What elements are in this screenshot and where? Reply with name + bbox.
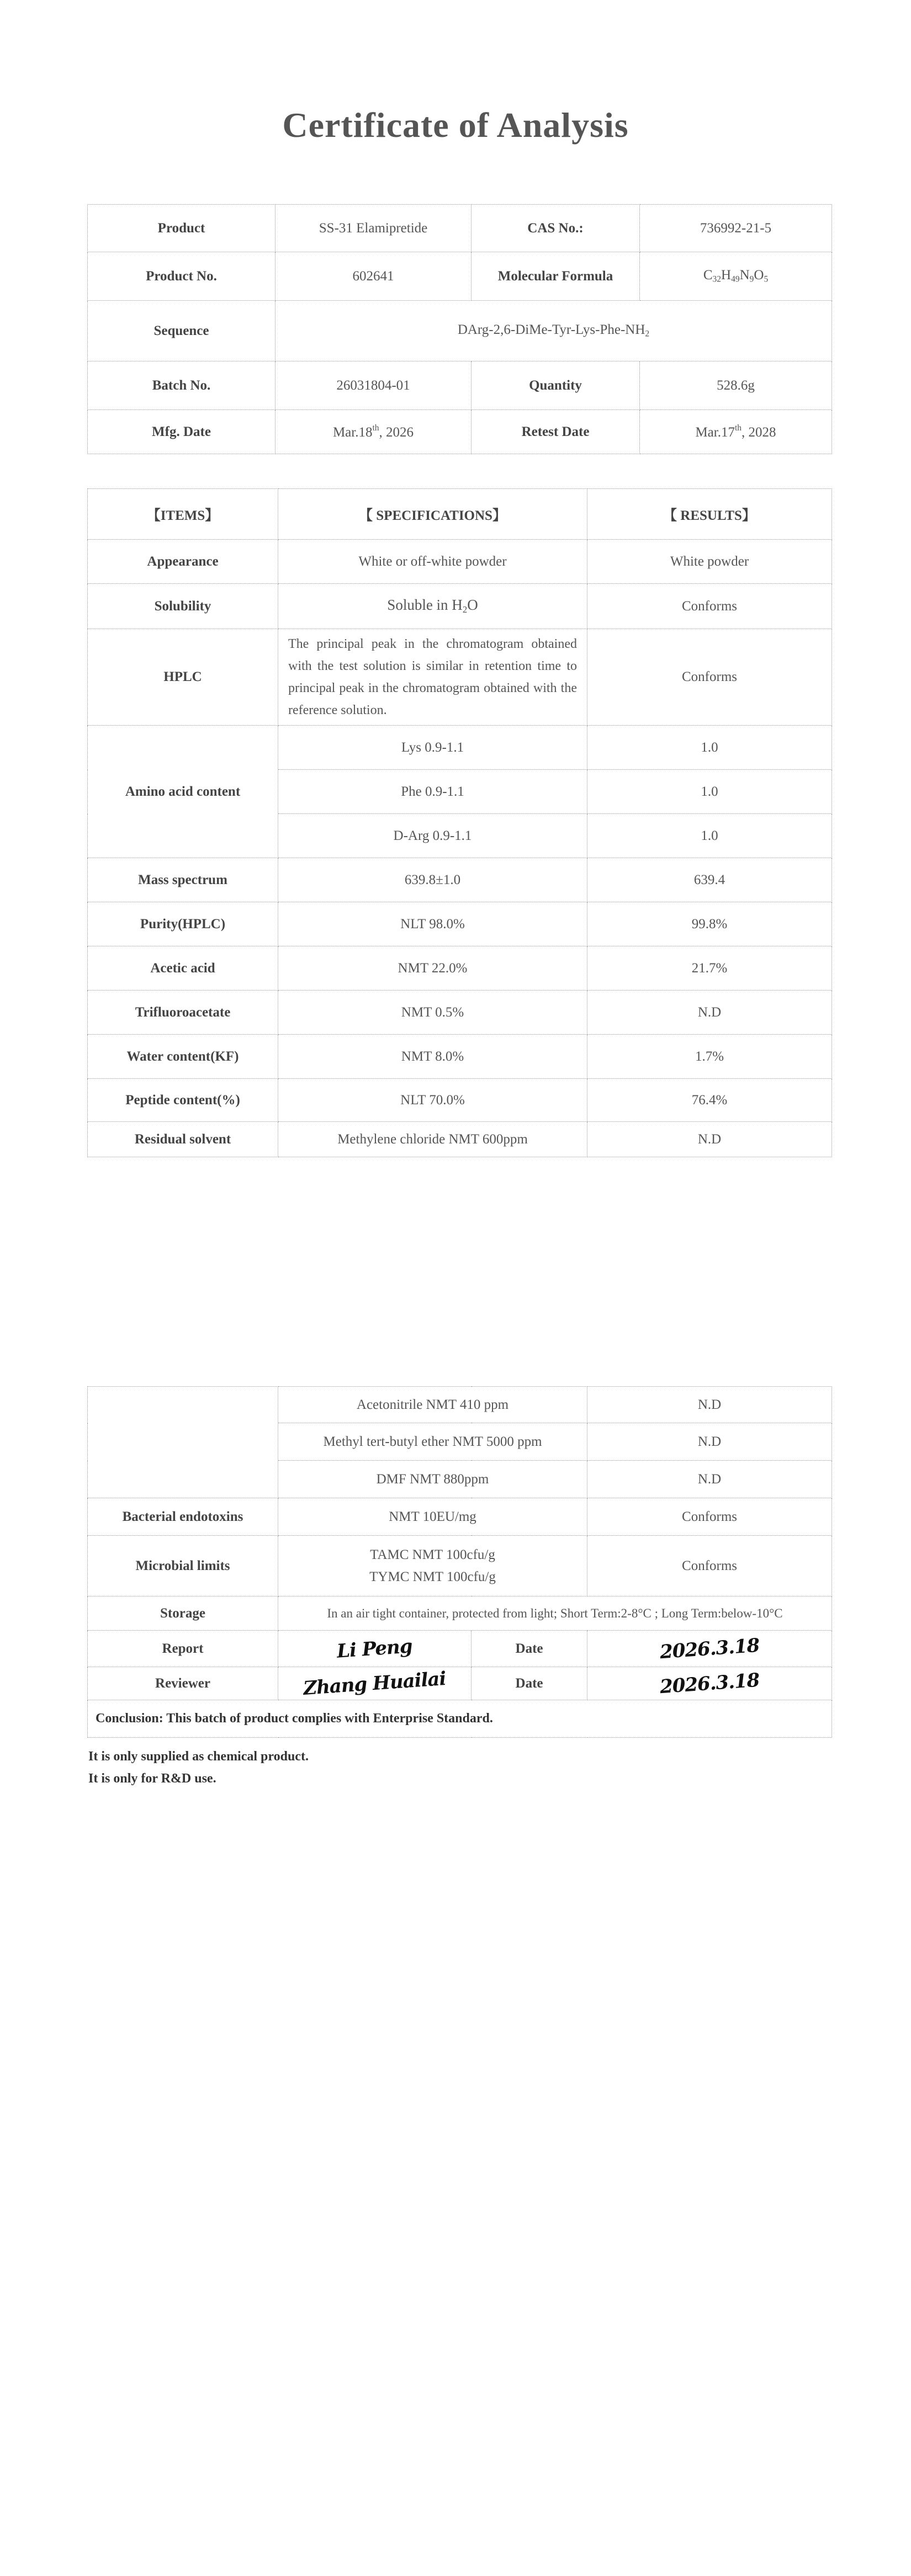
storage-label: Storage [88,1596,278,1631]
peptide-content-label: Peptide content(%) [88,1079,278,1122]
mass-spectrum-result: 639.4 [587,858,832,902]
water-content-result: 1.7% [587,1035,832,1079]
tamc-spec: TAMC NMT 100cfu/g [370,1547,495,1562]
molecular-formula-label: Molecular Formula [472,252,640,301]
residual-solvent-label: Residual solvent [88,1122,278,1157]
peptide-content-spec: NLT 70.0% [278,1079,587,1122]
report-date-handwritten: 2026.3.18 [659,1634,760,1663]
note-rd-use: It is only for R&D use. [88,1771,216,1786]
mfg-date-value: Mar.18th, 2026 [276,410,472,454]
reviewer-signature: Zhang Huailai [303,1667,447,1700]
mtbe-result: N.D [587,1423,832,1461]
trifluoroacetate-result: N.D [587,991,832,1035]
results-header: 【 RESULTS】 [587,489,832,540]
product-no-value: 602641 [276,252,472,301]
test-results-table [87,488,832,1157]
appearance-result: White powder [587,540,832,584]
sequence-value: DArg-$2,6-DiMe-Tyr-Lys-Phe-NH_2$ [276,301,832,361]
items-header: 【ITEMS】 [88,489,278,540]
molecular-formula-value: $C_{32}H_{49}N_9O_5$ [640,252,832,301]
reviewer-date-handwritten: 2026.3.18 [659,1669,760,1698]
amino-lys-spec: Lys 0.9-1.1 [278,726,587,770]
reviewer-date-label: Date [472,1667,587,1700]
mtbe-spec: Methyl tert-butyl ether NMT 5000 ppm [278,1423,587,1461]
retest-date-label: Retest Date [472,410,640,454]
amino-phe-spec: Phe 0.9-1.1 [278,770,587,814]
note-chemical-product: It is only supplied as chemical product. [88,1749,309,1764]
solubility-label: Solubility [88,584,278,629]
trifluoroacetate-spec: NMT 0.5% [278,991,587,1035]
tymc-spec: TYMC NMT 100cfu/g [369,1569,496,1584]
cas-label: CAS No.: [472,205,640,252]
report-date-label: Date [472,1631,587,1667]
dmf-spec: DMF NMT 880ppm [278,1461,587,1498]
purity-spec: NLT 98.0% [278,902,587,946]
continued-results-table [87,1386,832,1738]
reviewer-label: Reviewer [88,1667,278,1700]
cas-value: 736992-21-5 [640,205,832,252]
report-date-cell [587,1631,832,1667]
solubility-result: Conforms [587,584,832,629]
reviewer-date-cell [587,1667,832,1700]
batch-no-label: Batch No. [88,361,276,410]
water-content-spec: NMT 8.0% [278,1035,587,1079]
retest-date-value: Mar.17th, 2028 [640,410,832,454]
solubility-spec: Soluble in $H_2O$ [278,584,587,629]
appearance-spec: White or off-white powder [278,540,587,584]
endotoxins-label: Bacterial endotoxins [88,1498,278,1536]
hplc-spec: The principal peak in the chromatogram obtained with the test solution is similar in retention time to principal peak in the chromatogram obtained with the reference solution. [278,629,587,726]
mass-spectrum-label: Mass spectrum [88,858,278,902]
amino-lys-result: 1.0 [587,726,832,770]
residual-solvent-spec: Methylene chloride NMT 600ppm [278,1122,587,1157]
hplc-result: Conforms [587,629,832,726]
specifications-header: 【 SPECIFICATIONS】 [278,489,587,540]
appearance-label: Appearance [88,540,278,584]
quantity-value: 528.6g [640,361,832,410]
reviewer-signature-cell [278,1667,472,1700]
amino-acid-label: Amino acid content [88,726,278,858]
purity-result: 99.8% [587,902,832,946]
dmf-result: N.D [587,1461,832,1498]
report-signature: Li Peng [336,1635,413,1663]
sequence-label: Sequence [88,301,276,361]
trifluoroacetate-label: Trifluoroacetate [88,991,278,1035]
document-title: Certificate of Analysis [282,105,629,145]
product-no-label: Product No. [88,252,276,301]
batch-no-value: 26031804-01 [276,361,472,410]
residual-solvent-continued-cell [88,1387,278,1498]
microbial-limits-label: Microbial limits [88,1536,278,1596]
purity-label: Purity(HPLC) [88,902,278,946]
quantity-label: Quantity [472,361,640,410]
report-signature-cell [278,1631,472,1667]
amino-phe-result: 1.0 [587,770,832,814]
storage-spec: In an air tight container, protected from light; Short Term:2-8°C ; Long Term:below-10°C [278,1596,832,1631]
product-info-table [87,204,832,454]
microbial-limits-result: Conforms [587,1536,832,1596]
acetonitrile-spec: Acetonitrile NMT 410 ppm [278,1387,587,1423]
amino-darg-result: 1.0 [587,814,832,858]
product-value: SS-31 Elamipretide [276,205,472,252]
conclusion: Conclusion: This batch of product complies with Enterprise Standard. [88,1700,832,1738]
mfg-date-label: Mfg. Date [88,410,276,454]
endotoxins-result: Conforms [587,1498,832,1536]
amino-darg-spec: D-Arg 0.9-1.1 [278,814,587,858]
product-label: Product [88,205,276,252]
microbial-limits-spec [278,1536,587,1596]
residual-solvent-result: N.D [587,1122,832,1157]
report-label: Report [88,1631,278,1667]
acetonitrile-result: N.D [587,1387,832,1423]
mass-spectrum-spec: 639.8±1.0 [278,858,587,902]
acetic-acid-result: 21.7% [587,946,832,991]
water-content-label: Water content(KF) [88,1035,278,1079]
endotoxins-spec: NMT 10EU/mg [278,1498,587,1536]
peptide-content-result: 76.4% [587,1079,832,1122]
acetic-acid-label: Acetic acid [88,946,278,991]
hplc-label: HPLC [88,629,278,726]
acetic-acid-spec: NMT 22.0% [278,946,587,991]
